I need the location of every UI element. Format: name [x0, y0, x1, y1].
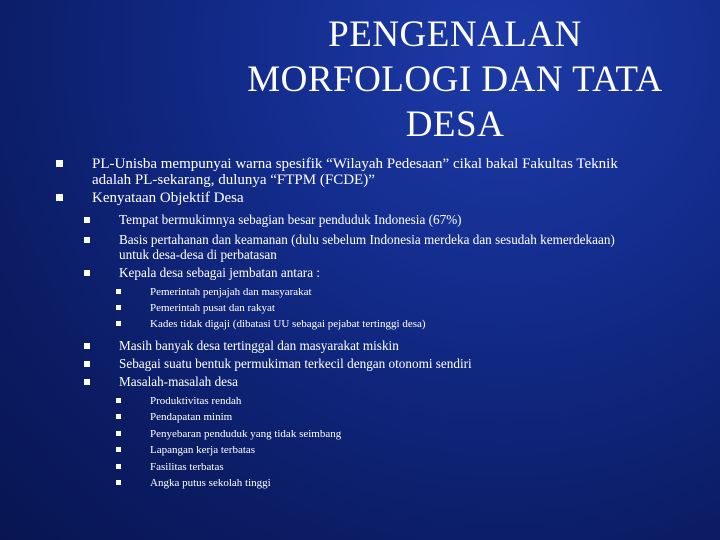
sub-bullet-fasilitas — [116, 461, 636, 473]
bullet-text: Produktivitas rendah — [150, 395, 242, 407]
square-bullet-icon — [84, 270, 90, 276]
title-line-2: MORFOLOGI DAN TATA — [247, 59, 663, 100]
square-bullet-icon — [84, 343, 90, 349]
bullet-text: Pendapatan minim — [150, 411, 233, 423]
bullet-text: Masalah-masalah desa — [119, 374, 239, 389]
square-bullet-icon — [84, 217, 90, 223]
square-bullet-icon — [84, 237, 90, 243]
bullet-text: Kades tidak digaji (dibatasi UU sebagai pejabat tertinggi desa) — [150, 318, 426, 330]
bullet-item-kepala-desa — [84, 266, 644, 281]
bullet-item-kenyataan-objektif — [56, 190, 656, 206]
title-line-3: DESA — [405, 104, 505, 145]
bullet-text: Masih banyak desa tertinggal dan masyarakat miskin — [119, 338, 399, 353]
bullet-item-desa-tertinggal — [84, 339, 644, 354]
bullet-item-tempat-bermukim — [84, 213, 644, 228]
bullet-text: Pemerintah pusat dan rakyat — [150, 302, 275, 314]
bullet-item-masalah-desa — [84, 375, 644, 390]
square-bullet-icon — [116, 431, 121, 436]
sub-bullet-penyebaran — [116, 428, 636, 440]
square-bullet-icon — [116, 321, 121, 326]
sub-bullet-pemerintah-pusat — [116, 302, 636, 314]
square-bullet-icon — [84, 361, 90, 367]
bullet-text: Pemerintah penjajah dan masyarakat — [150, 286, 312, 298]
bullet-text: Penyebaran penduduk yang tidak seimbang — [150, 428, 342, 440]
bullet-text: Kepala desa sebagai jembatan antara : — [119, 265, 321, 280]
bullet-text: Kenyataan Objektif Desa — [92, 190, 244, 206]
sub-bullet-produktivitas — [116, 395, 636, 407]
title-line-1: PENGENALAN — [328, 14, 582, 55]
square-bullet-icon — [116, 480, 121, 485]
square-bullet-icon — [84, 379, 90, 385]
bullet-item-permukiman-terkecil — [84, 357, 644, 372]
bullet-text: Lapangan kerja terbatas — [150, 444, 256, 456]
square-bullet-icon — [116, 305, 121, 310]
bullet-text: Sebagai suatu bentuk permukiman terkecil dengan otonomi sendiri — [119, 356, 472, 371]
sub-bullet-kades — [116, 318, 636, 330]
square-bullet-icon — [116, 289, 121, 294]
square-bullet-icon — [116, 464, 121, 469]
square-bullet-icon — [116, 398, 121, 403]
sub-bullet-pendapatan — [116, 411, 636, 423]
slide-title — [215, 12, 695, 147]
bullet-text: Basis pertahanan dan keamanan (dulu sebelum Indonesia merdeka dan sesudah kemerdekaan) untuk desa-desa di perbatasan — [119, 232, 615, 262]
bullet-text: Fasilitas terbatas — [150, 461, 224, 473]
square-bullet-icon — [116, 414, 121, 419]
bullet-text: PL-Unisba mempunyai warna spesifik “Wilayah Pedesaan” cikal bakal Fakultas Teknik adalah PL-sekarang, dulunya “FTPM (FCDE)” — [92, 156, 618, 188]
square-bullet-icon — [116, 447, 121, 452]
sub-bullet-penjajah — [116, 286, 636, 298]
square-bullet-icon — [56, 160, 63, 167]
sub-bullet-lapangan-kerja — [116, 444, 636, 456]
bullet-item-wilayah-pedesaan — [56, 156, 656, 188]
bullet-text: Angka putus sekolah tinggi — [150, 477, 271, 489]
square-bullet-icon — [56, 194, 63, 201]
bullet-item-basis-pertahanan — [84, 233, 644, 262]
bullet-text: Tempat bermukimnya sebagian besar penduduk Indonesia (67%) — [119, 212, 462, 227]
sub-bullet-putus-sekolah — [116, 477, 636, 489]
